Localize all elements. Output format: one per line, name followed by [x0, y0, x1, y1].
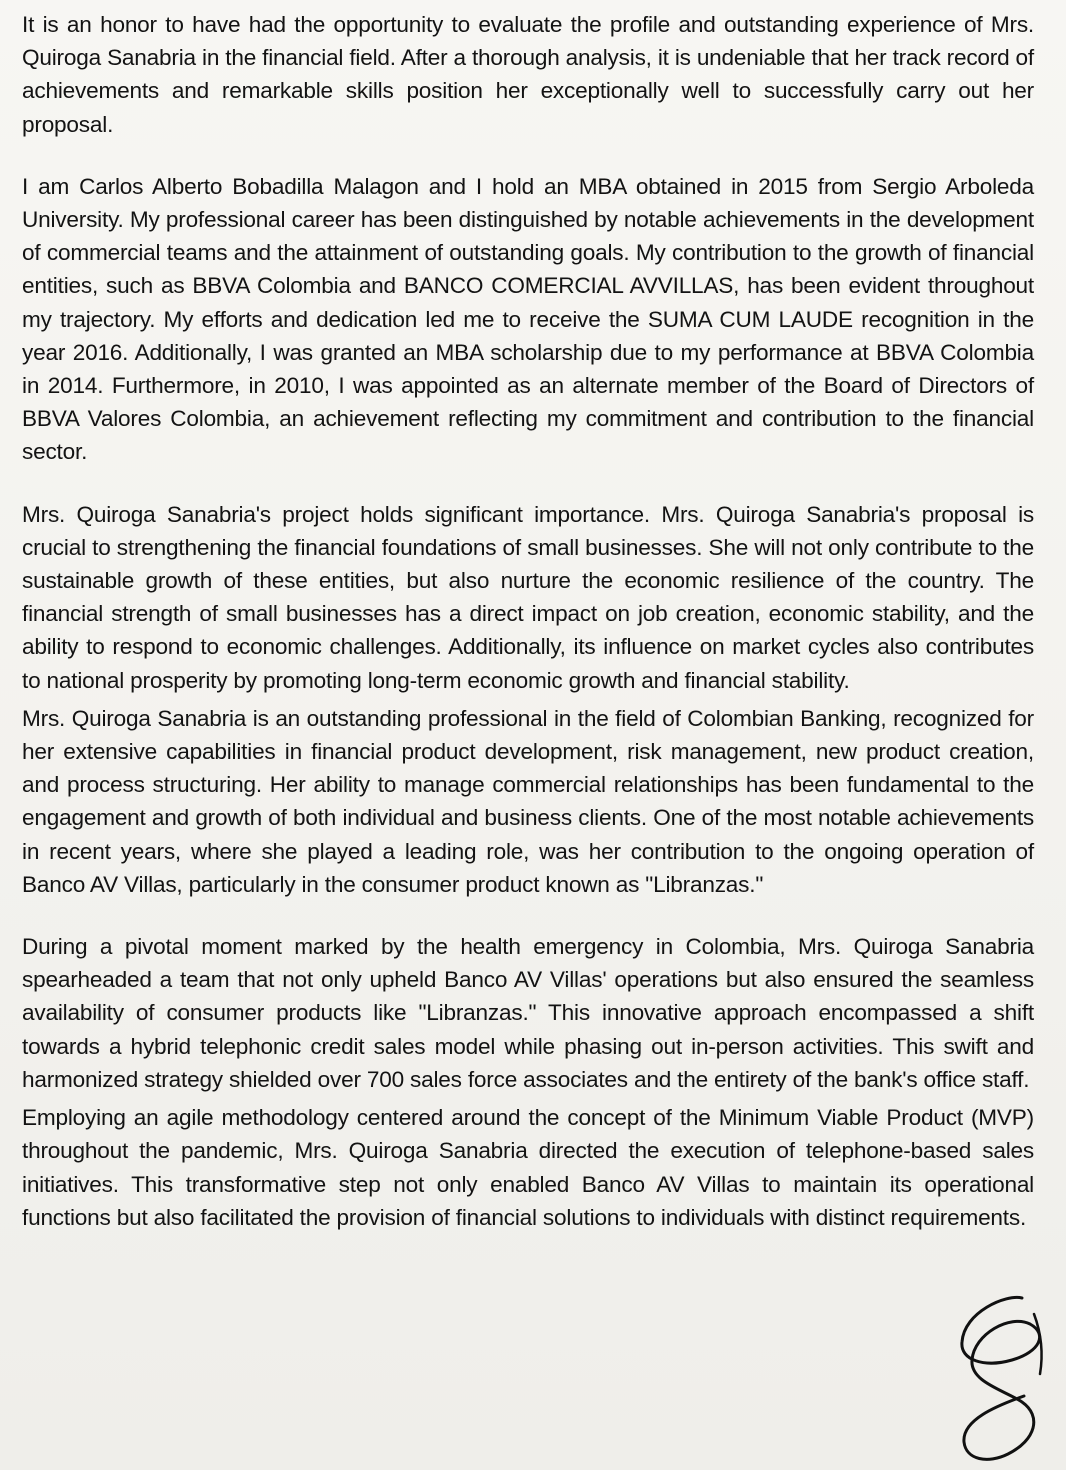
- paragraph-project-importance: Mrs. Quiroga Sanabria's project holds significant importance. Mrs. Quiroga Sanabria's proposal is crucial to strengthening the financial foundations of small businesses. She will not only contribute to the sustainable growth of these entities, but also nurture the economic resilience of the country. The financial strength of small businesses has a direct impact on job creation, economic stability, and the ability to respond to economic challenges. Additionally, its influence on market cycles also contributes to national prosperity by promoting long-term economic growth and financial stability.: [22, 501, 1034, 693]
- paragraph-author-credentials: I am Carlos Alberto Bobadilla Malagon and I hold an MBA obtained in 2015 from Sergio Arboleda University. My professional career has been distinguished by notable achievements in the development of commercial teams and the attainment of outstanding goals. My contribution to the growth of financial entities, such as BBVA Colombia and BANCO COMERCIAL AVVILLAS, has been evident throughout my trajectory. My efforts and dedication led me to receive the SUMA CUM LAUDE recognition in the year 2016. Additionally, I was granted an MBA scholarship due to my performance at BBVA Colombia in 2014. Furthermore, in 2010, I was appointed as an alternate member of the Board of Directors of BBVA Valores Colombia, an achievement reflecting my commitment and contribution to the financial sector.: [22, 173, 1034, 465]
- paragraph-agile-methodology: Employing an agile methodology centered around the concept of the Minimum Viable Product (MVP) throughout the pandemic, Mrs. Quiroga Sanabria directed the execution of telephone-based sales initiatives. This transformative step not only enabled Banco AV Villas to maintain its operational functions but also facilitated the provision of financial solutions to individuals with distinct requirements.: [22, 1105, 1034, 1230]
- letter-body: [22, 8, 1034, 1234]
- handwritten-signature-icon: [944, 1290, 1054, 1468]
- paragraph-health-emergency: During a pivotal moment marked by the health emergency in Colombia, Mrs. Quiroga Sanabria spearheaded a team that not only upheld Banco AV Villas' operations but also ensured the seamless availability of consumer products like "Libranzas." This innovative approach encompassed a shift towards a hybrid telephonic credit sales model while phasing out in-person activities. This swift and harmonized strategy shielded over 700 sales force associates and the entirety of the bank's office staff.: [22, 934, 1034, 1092]
- paragraph-intro: It is an honor to have had the opportunity to evaluate the profile and outstanding experience of Mrs. Quiroga Sanabria in the financial field. After a thorough analysis, it is undeniable that her track record of achievements and remarkable skills position her exceptionally well to successfully carry out her proposal.: [22, 12, 1034, 137]
- paragraph-professional-profile: Mrs. Quiroga Sanabria is an outstanding professional in the field of Colombian Banking, recognized for her extensive capabilities in financial product development, risk management, new product creation, and process structuring. Her ability to manage commercial relationships has been fundamental to the engagement and growth of both individual and business clients. One of the most notable achievements in recent years, where she played a leading role, was her contribution to the ongoing operation of Banco AV Villas, particularly in the consumer product known as "Libranzas.": [22, 705, 1034, 897]
